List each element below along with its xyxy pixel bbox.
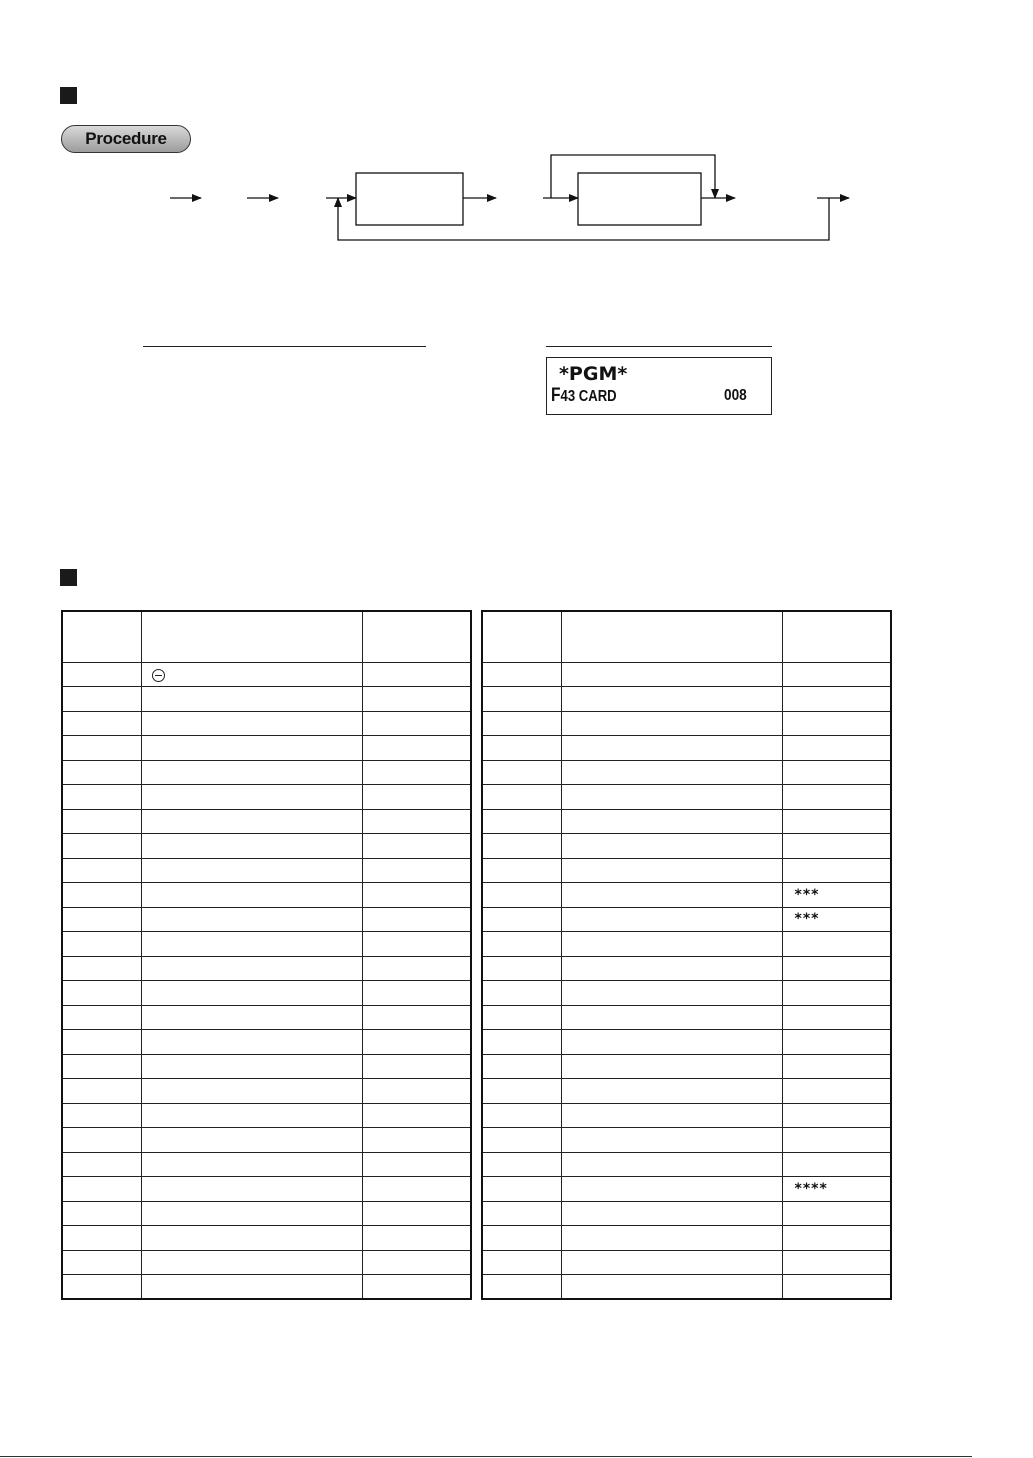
table-row <box>482 785 891 810</box>
flow-box-1 <box>356 173 463 225</box>
table-cell <box>141 883 362 908</box>
table-row <box>482 711 891 736</box>
table-cell <box>362 1250 471 1275</box>
table-cell <box>141 736 362 761</box>
table-cell <box>782 1152 891 1177</box>
table-cell <box>141 785 362 810</box>
table-row <box>62 687 471 712</box>
table-cell <box>362 736 471 761</box>
table-cell <box>62 809 141 834</box>
table-cell <box>141 1079 362 1104</box>
table-cell <box>482 1250 561 1275</box>
table-right <box>481 610 892 1300</box>
minus-in-circle-icon <box>152 669 165 682</box>
table-cell <box>782 1103 891 1128</box>
table-cell <box>561 809 782 834</box>
table-cell <box>782 834 891 859</box>
table-row <box>62 1079 471 1104</box>
table-row <box>482 1103 891 1128</box>
table-cell <box>362 834 471 859</box>
table-row <box>482 809 891 834</box>
table-cell <box>561 662 782 687</box>
table-cell <box>782 736 891 761</box>
table-row <box>62 1177 471 1202</box>
table-cell <box>561 1177 782 1202</box>
table-cell <box>482 834 561 859</box>
table-cell <box>561 858 782 883</box>
table-cell <box>362 1226 471 1251</box>
table-cell <box>362 907 471 932</box>
table-cell <box>561 907 782 932</box>
table-cell <box>482 1005 561 1030</box>
table-row <box>62 711 471 736</box>
table-row <box>482 1177 891 1202</box>
table-cell <box>561 1226 782 1251</box>
table-cell <box>362 662 471 687</box>
table-row <box>62 1250 471 1275</box>
lcd-number: 008 <box>724 387 747 404</box>
stars-mark: **** <box>782 1177 891 1202</box>
table-header-row <box>62 611 471 662</box>
table-row <box>482 1128 891 1153</box>
table-cell <box>482 1079 561 1104</box>
header-cell <box>482 611 561 662</box>
table-row <box>482 981 891 1006</box>
table-cell <box>362 1079 471 1104</box>
table-cell <box>141 981 362 1006</box>
table-cell <box>482 711 561 736</box>
table-cell <box>561 956 782 981</box>
table-row <box>62 1152 471 1177</box>
table-cell <box>482 687 561 712</box>
table-cell <box>782 711 891 736</box>
table-cell <box>62 1079 141 1104</box>
table-cell <box>62 1030 141 1055</box>
table-cell <box>561 785 782 810</box>
header-cell <box>362 611 471 662</box>
table-cell <box>362 785 471 810</box>
table-cell <box>141 1226 362 1251</box>
table-cell <box>362 932 471 957</box>
table-cell <box>62 932 141 957</box>
table-cell <box>482 760 561 785</box>
table-cell <box>561 1030 782 1055</box>
header-cell <box>141 611 362 662</box>
table-cell <box>561 1103 782 1128</box>
table-cell <box>482 809 561 834</box>
table-cell <box>62 662 141 687</box>
table-cell <box>362 1152 471 1177</box>
table-cell <box>141 711 362 736</box>
table-cell <box>62 834 141 859</box>
section-bullet-top <box>60 87 77 104</box>
table-cell <box>782 809 891 834</box>
table-cell <box>561 932 782 957</box>
procedure-label: Procedure <box>85 129 167 148</box>
table-cell <box>782 1275 891 1300</box>
table-cell <box>141 1005 362 1030</box>
table-cell <box>782 1054 891 1079</box>
table-cell <box>62 981 141 1006</box>
table-cell <box>62 907 141 932</box>
table-cell <box>362 1201 471 1226</box>
table-cell <box>362 1005 471 1030</box>
lcd-line-1: *PGM* <box>559 363 628 385</box>
table-cell <box>62 1201 141 1226</box>
table-cell <box>62 736 141 761</box>
table-cell <box>782 1128 891 1153</box>
table-cell <box>141 956 362 981</box>
header-cell <box>561 611 782 662</box>
table-cell <box>62 1177 141 1202</box>
table-cell <box>561 1079 782 1104</box>
table-row <box>482 858 891 883</box>
table-cell <box>141 1128 362 1153</box>
table-cell <box>141 932 362 957</box>
table-cell <box>141 1201 362 1226</box>
table-row <box>482 834 891 859</box>
table-row <box>62 981 471 1006</box>
table-cell <box>62 883 141 908</box>
table-cell <box>782 1226 891 1251</box>
table-row <box>62 932 471 957</box>
table-cell <box>482 858 561 883</box>
table-cell <box>782 932 891 957</box>
example-rule-left <box>143 346 426 347</box>
table-cell <box>482 932 561 957</box>
table-cell <box>141 1030 362 1055</box>
table-cell <box>561 711 782 736</box>
table-cell <box>62 1250 141 1275</box>
table-row <box>62 834 471 859</box>
table-cell <box>482 736 561 761</box>
table-row <box>482 883 891 908</box>
table-cell <box>782 687 891 712</box>
table-row <box>482 1079 891 1104</box>
table-cell <box>561 1152 782 1177</box>
stars-mark: *** <box>782 907 891 932</box>
table-cell <box>362 760 471 785</box>
table-cell <box>141 760 362 785</box>
table-cell <box>362 809 471 834</box>
table-cell <box>561 1250 782 1275</box>
table-header-row <box>482 611 891 662</box>
table-row <box>482 736 891 761</box>
header-cell <box>62 611 141 662</box>
table-row <box>62 883 471 908</box>
table-cell <box>482 1152 561 1177</box>
table-cell <box>782 1201 891 1226</box>
table-cell <box>782 1005 891 1030</box>
header-cell <box>782 611 891 662</box>
table-cell <box>62 1054 141 1079</box>
table-cell <box>782 1030 891 1055</box>
table-cell <box>482 1275 561 1300</box>
table-cell <box>561 760 782 785</box>
table-cell <box>362 711 471 736</box>
flow-loop-arrow <box>338 198 829 240</box>
table-cell <box>561 687 782 712</box>
table-row <box>62 907 471 932</box>
lcd-f-glyph: F <box>551 385 561 406</box>
table-cell <box>141 662 362 687</box>
table-cell <box>782 662 891 687</box>
table-cell <box>62 1226 141 1251</box>
table-row <box>482 1226 891 1251</box>
table-cell <box>141 907 362 932</box>
lcd-line-2 <box>551 386 617 407</box>
table-cell <box>782 1250 891 1275</box>
table-row <box>62 1054 471 1079</box>
table-cell <box>62 1005 141 1030</box>
table-cell <box>782 1079 891 1104</box>
table-cell <box>782 956 891 981</box>
table-cell <box>141 1054 362 1079</box>
table-cell <box>561 1275 782 1300</box>
table-row <box>62 858 471 883</box>
table-row <box>482 1275 891 1300</box>
table-row <box>62 1201 471 1226</box>
table-cell <box>482 1128 561 1153</box>
table-cell <box>561 1201 782 1226</box>
table-cell <box>561 1128 782 1153</box>
table-cell <box>141 809 362 834</box>
table-cell <box>362 1128 471 1153</box>
table-row <box>62 1030 471 1055</box>
table-cell <box>62 1128 141 1153</box>
table-cell <box>62 1275 141 1300</box>
table-cell <box>62 687 141 712</box>
table-row <box>482 1005 891 1030</box>
table-cell <box>62 1152 141 1177</box>
table-cell <box>482 1177 561 1202</box>
table-cell <box>482 1201 561 1226</box>
table-cell <box>482 1030 561 1055</box>
table-row <box>62 785 471 810</box>
table-row <box>482 687 891 712</box>
table-cell <box>141 1250 362 1275</box>
flow-repeat-arrow <box>551 155 715 198</box>
lcd-card-text: 43 CARD <box>560 388 617 405</box>
table-cell <box>561 736 782 761</box>
table-cell <box>782 760 891 785</box>
table-cell <box>362 1103 471 1128</box>
table-cell <box>561 1005 782 1030</box>
table-row <box>482 1030 891 1055</box>
table-cell <box>141 1275 362 1300</box>
table-cell <box>362 1275 471 1300</box>
table-cell <box>782 785 891 810</box>
table-cell <box>782 858 891 883</box>
table-cell <box>482 1226 561 1251</box>
table-cell <box>141 1103 362 1128</box>
table-row <box>62 1103 471 1128</box>
example-rule-right <box>546 346 772 347</box>
table-cell <box>482 883 561 908</box>
table-row <box>482 907 891 932</box>
table-cell <box>362 1054 471 1079</box>
table-row <box>482 662 891 687</box>
table-row <box>62 662 471 687</box>
table-row <box>62 760 471 785</box>
table-cell <box>362 981 471 1006</box>
table-cell <box>62 760 141 785</box>
table-cell <box>141 1177 362 1202</box>
table-cell <box>482 956 561 981</box>
table-row <box>482 956 891 981</box>
table-cell <box>62 711 141 736</box>
footer-rule <box>0 1456 972 1457</box>
table-cell <box>482 662 561 687</box>
lcd-display <box>546 357 772 415</box>
table-cell <box>362 687 471 712</box>
table-cell <box>782 981 891 1006</box>
table-cell <box>482 785 561 810</box>
table-row <box>62 1275 471 1300</box>
table-cell <box>141 1152 362 1177</box>
table-cell <box>362 1177 471 1202</box>
table-row <box>482 932 891 957</box>
table-cell <box>561 1054 782 1079</box>
table-cell <box>62 1103 141 1128</box>
flow-box-2 <box>578 173 701 225</box>
table-cell <box>362 1030 471 1055</box>
table-left <box>61 610 472 1300</box>
table-row <box>62 809 471 834</box>
table-row <box>482 1152 891 1177</box>
table-cell <box>141 858 362 883</box>
table-cell <box>62 785 141 810</box>
table-row <box>62 956 471 981</box>
table-row <box>482 760 891 785</box>
table-row <box>62 1005 471 1030</box>
table-cell <box>62 956 141 981</box>
table-row <box>62 1128 471 1153</box>
table-row <box>482 1250 891 1275</box>
table-cell <box>62 858 141 883</box>
table-row <box>482 1054 891 1079</box>
table-cell <box>141 834 362 859</box>
table-cell <box>482 981 561 1006</box>
table-cell <box>141 687 362 712</box>
table-cell <box>362 858 471 883</box>
table-row <box>482 1201 891 1226</box>
section-bullet-bottom <box>60 569 77 586</box>
table-cell <box>482 907 561 932</box>
stars-mark: *** <box>782 883 891 908</box>
table-cell <box>362 956 471 981</box>
table-cell <box>561 883 782 908</box>
table-cell <box>482 1054 561 1079</box>
table-row <box>62 1226 471 1251</box>
table-cell <box>362 883 471 908</box>
table-row <box>62 736 471 761</box>
table-cell <box>561 834 782 859</box>
table-cell <box>561 981 782 1006</box>
table-cell <box>482 1103 561 1128</box>
procedure-flow-diagram <box>0 140 1033 250</box>
